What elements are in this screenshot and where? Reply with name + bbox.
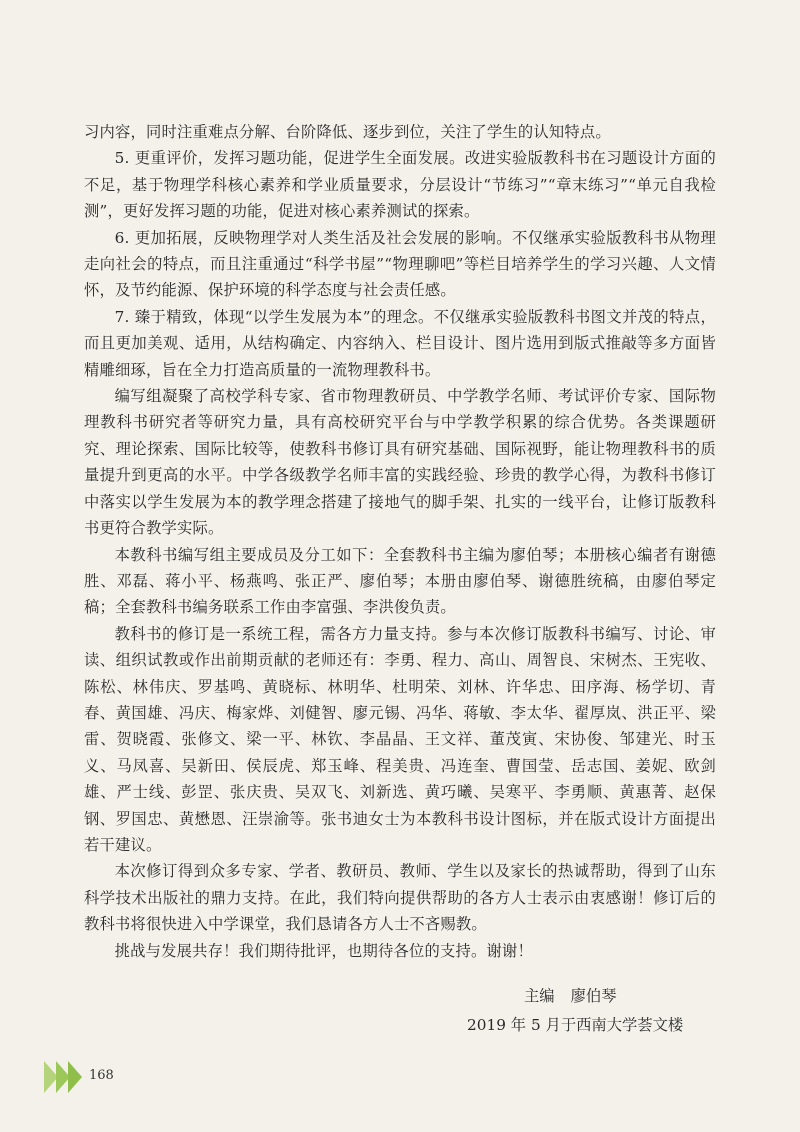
paragraph-5: 编写组凝聚了高校学科专家、省市物理教研员、中学教学名师、考试评价专家、国际物理教科书研究者等研究力量，具有高校研究平台与中学教学积累的综合优势。各类课题研究、理论探索、国际比较等，使教科书修订具有研究基础、国际视野，能让物理教科书的质量提升到更高的水平。中学各级教学名师丰富的实践经验、珍贵的教学心得，为教科书修订中落实以学生发展为本的教学理念搭建了接地气的脚手架、扎实的一线平台，让修订版教科书更符合教学实际。 (84, 387, 716, 538)
signature-editor (524, 983, 617, 1009)
paragraph-2: 5. 更重评价，发挥习题功能，促进学生全面发展。改进实验版教科书在习题设计方面的不足，基于物理学科核心素养和学业质量要求，分层设计“节练习”“章末练习”“单元自我检测”，更好发挥习题的功能，促进对核心素养测试的探索。 (84, 149, 716, 221)
page-number: 168 (89, 1068, 114, 1083)
paragraph-1: 习内容，同时注重难点分解、台阶降低、逐步到位，关注了学生的认知特点。 (84, 123, 611, 141)
paragraph-7: 教科书的修订是一系统工程，需各方力量支持。参与本次修订版教科书编写、讨论、审读、组织试教或作出前期贡献的老师还有：李勇、程力、高山、周智良、宋树杰、王宪收、陈松、林伟庆、罗基鸣、黄晓标、林明华、杜明荣、刘林、许华忠、田序海、杨学切、青春、黄国雄、冯庆、梅家烨、刘健智、廖元锡、冯华、蒋敏、李太华、翟厚岚、洪正平、梁雷、贺晓霞、张修文、梁一平、林钦、李晶晶、王文祥、董茂寅、宋协俊、邹建光、时玉义、马凤喜、吴新田、侯辰虎、郑玉峰、程美贵、冯连奎、曹国莹、岳志国、姜妮、欧剑雄、严士线、彭罡、张庆贵、吴双飞、刘新选、黄巧曦、吴寒平、李勇顺、黄惠菁、赵保钢、罗国忠、黄懋恩、汪崇渝等。张书迪女士为本教科书设计图标，并在版式设计方面提出若干建议。 (84, 624, 716, 854)
paragraph-9: 挑战与发展共存！我们期待批评，也期待各位的支持。谢谢！ (114, 941, 534, 960)
body-text (84, 119, 716, 964)
signature-name: 廖伯琴 (570, 987, 617, 1005)
paragraph-6: 本教科书编写组主要成员及分工如下：全套教科书主编为廖伯琴；本册核心编者有谢德胜、邓磊、蒋小平、杨燕鸣、张正严、廖伯琴；本册由廖伯琴、谢德胜统稿，由廖伯琴定稿；全套教科书编务联系工作由李富强、李洪俊负责。 (84, 545, 716, 617)
paragraph-8: 本次修订得到众多专家、学者、教研员、教师、学生以及家长的热诚帮助，得到了山东科学技术出版社的鼎力支持。在此，我们特向提供帮助的各方人士表示由衷感谢！修订后的教科书将很快进入中学课堂，我们恳请各方人士不吝赐教。 (84, 862, 716, 934)
signature-date-place: 2019 年 5 月于西南大学荟文楼 (467, 1016, 684, 1034)
double-chevron-right-icon (44, 1061, 84, 1093)
paragraph-3: 6. 更加拓展，反映物理学对人类生活及社会发展的影响。不仅继承实验版教科书从物理走向社会的特点，而且注重通过“科学书屋”“物理聊吧”等栏目培养学生的学习兴趣、人文情怀，及节约能源、保护环境的科学态度与社会责任感。 (84, 228, 716, 300)
signature-role: 主编 (524, 987, 555, 1005)
paragraph-4: 7. 臻于精致，体现“以学生发展为本”的理念。不仅继承实验版教科书图文并茂的特点，而且更加美观、适用，从结构确定、内容纳入、栏目设计、图片选用到版式推敲等多方面皆精雕细琢，旨在全力打造高质量的一流物理教科书。 (84, 307, 716, 379)
